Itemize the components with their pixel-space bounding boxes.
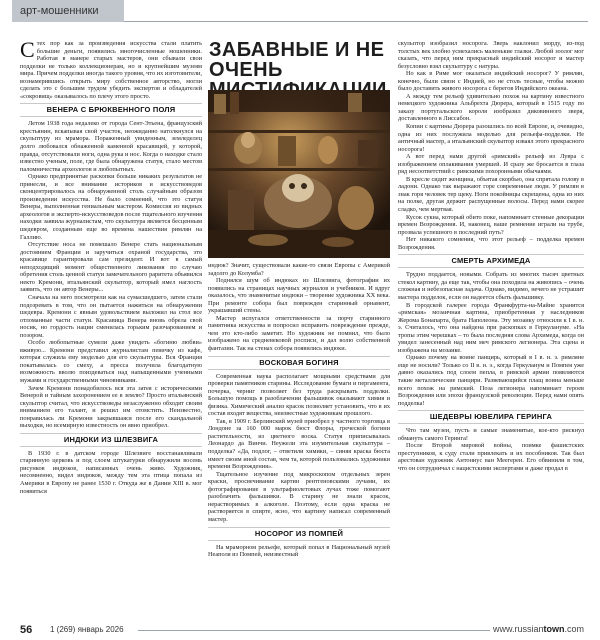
paragraph: Так, в 1909 г. Берлинский музей приобрел у частного торговца в Лондоне за 160 000 марок бюст Флоры, греческой богини растительности, из цветного воска. Статуя приписывалась Леонардо да Винчи. Неужели эта изумительная скульптура – подделка? «Да, подлог, – ответили химики, – синяя краска бюста имеет своим иной состав, чем та, которой пользовались художники времени Возрождения». (208, 417, 390, 471)
subheading-turkeys: ИНДЮКИ ИЗ ШЛЕЗВИГА (20, 433, 202, 447)
left-column (20, 37, 202, 495)
paragraph: Особо любопытные сумели даже увидеть «богиню любви» вживую... Кремони представил журналистам певичку из кафе, которая служила ему моделью для его скульптуры. Вся Франция покатывалась со смеху, а пресса получила благодатную возможность вволю поиздеваться над напыщенными ученными мужами и государственными чиновниками. (20, 339, 202, 384)
dropcap: С (20, 37, 35, 62)
paragraph: В городской галерее города Франкфурта-на-Майне хранится «римская» мозаичная картина, приобретенная у наследников Жерома Бонапарта, брата Наполеона. Эту мозаику относили к I в. н. э. Считалось, что она найдена при раскопках в Геркулануме. «На тропы этим черешках – то была последняя слова Архимеда, когда он увидел занесенный над ним меч римского легионера. Эта сцена и изображена на мозаике. (398, 301, 584, 354)
paragraph: Что там музеи, пусть и самые знаменитые, кое-кто рискнул обмануть самого Геринга! (398, 427, 584, 442)
paragraph: Зачем Кремони понадобилось вся эта затея с историческими Венерой и тайным захоронением ее в землю? Просто итальянский скульптор считал, что искусствоведы незаслуженно обходят своим вниманием его талант, и решил им отомстить. Неизвестно, понравилась ли Кремони закрывшаяся после его скандальной выходки, но всемирную известность он явно приобрел. (20, 384, 202, 430)
subheading-venus: ВЕНЕРА С БРЮКВЕННОГО ПОЛЯ (20, 103, 202, 117)
top-divider (124, 21, 588, 22)
subheading-archimedes: СМЕРТЬ АРХИМЕДА (398, 254, 584, 268)
paragraph: Отсутствие носа не помешало Венере стать национальным достоянием Франции и заручиться охраной государства, это красавице гарантировали сам президент. И вот в самый неподходящий момент общественного ликования по случаю обретения столь ценной статуи замечательного раритета объявился некто Кремони, итальянский скульптор, который имел наглость заявить, что он автор Венеры... (20, 241, 202, 294)
footer-divider (138, 630, 490, 631)
article-title: ЗАБАВНЫЕ И НЕ ОЧЕНЬ (209, 39, 385, 81)
paragraph: Современная наука располагает мощными средствами для проверки памятников старины. Исследование бумаги и пергамента, почерка, черниг позволяет без труда раскрывать подделки. Большую помощь в разоблачении фальшивок оказывают химия и физика. Химический анализ красок позволяет установить, что в их состав входят вещества, неизвестные художникам прошлого. (208, 372, 390, 418)
paragraph: В 1930 г. в датском городе Шлезвиге восстанавливали старинную церковь и под слоем штукатурки обнаружили восемь рисунков индюков, написанных очень живо. Художник, несомненно, видел индюков, между тем эта птица попала из Америки в Европу не ранее 1530 г. Откуда же в Дании XIII в. мог появиться (20, 449, 202, 495)
paragraph: На мраморном рельефе, который попал в Национальный музей Неаполя из Помпей, неизвестный (208, 543, 390, 559)
paragraph: После Второй мировой войны, поимке фашистских преступников, к суду стали привлекать и их пособников. Так был арестован художник Антониус ван Меегерен. Его обвинили в том, что он сотрудничал с нацистскими экспертами и даже продал в (398, 442, 584, 472)
paragraph: А вот перед нами другой «римский» рельеф из Лувра с изображением оплакивания умершей. И сразу же бросается в глаза ряд несоответствий с римскими похоронными обычаями. (398, 153, 584, 176)
issue-info: 1 (269) январь 2026 (50, 625, 124, 634)
top-bar (0, 0, 600, 22)
subheading-wax-goddess: ВОСКОВАЯ БОГИНЯ (208, 356, 390, 370)
paragraph: Трудно поддается, новыми. Собрать из многих тысяч цветных стекол картину, да еще так, чтобы она походила на живопись – очень сложная и небезопасная задача. Однако, видимо, нечего не устрашит мастера подделок, если он надеется сбыть фальшивку. (398, 271, 584, 301)
paragraph: Однако предпринятые раскопки больше никаких результатов не принесли, и все внимание историков и искусствоведов сконцентрировалось на обнаруженной столь случайным образом произведении искусства. Не было сомнений, что это статуя Венеры, выполненная гениальным мастером. Комиссия из видных археологов и эксперто-искусствоведов после тщательного изучения находки заявила журналистам, что скульптура является бесценным шедевром, созданным еще во времена нашествия римлян на Галлию. (20, 173, 202, 241)
article-photo (208, 90, 390, 258)
paragraph: Нет никакого сомнения, что этот рельеф – подделка времен Возрождения. (398, 236, 584, 251)
paragraph: Кусок сукна, который обито поке, напоминает стенные декорации времен Возрождения. И, наконец, ваше ремнение играли на трубе, прозвала успешного в последний путь? (398, 213, 584, 236)
paragraph: Сначала на него посмотрели как на сумасшедшего, затем стали подозревать в том, что он пытается нажиться на обнаружении шедевра. Кремони с явным удовольствием выложил на стол все отломанные части статуи. Красавица Венера вновь обрела свой носик, но гордость нации сменилась горьким разочарованием и позором. (20, 293, 202, 339)
antiques-photo-image (208, 90, 390, 258)
section-label: арт-мошенники (12, 0, 124, 22)
subheading-goering: ШЕДЕВРЫ ЮВЕЛИРА ГЕРИНГА (398, 410, 584, 424)
subheading-rhino: НОСОРОГ ИЗ ПОМПЕЙ (208, 527, 390, 541)
paragraph: В кресле сидит женщина, объятая скорбью, она спрятала голову в ладони. Однако так выражают горе современные люди. У римлян в знак горя человек тер щеку. Ноги покойницы скрещены, одна из них на полке, другая держит распущенные волосы. Перед нами скорее сладко, чем мертвая. (398, 175, 584, 214)
right-column (398, 40, 584, 472)
paragraph: Летом 1938 года недалеко от города Сент-Этьена, французский крестьянин, вскапывая свой участок, неожиданно натолкнулся на скульптуру из мрамора. Пораженный увиденным, земледелец долго любовался обнаженной каменной красавицей, у которой, правда, отсутствовали ноги, одна рука и нос. Когда о находке стало известно ученым, поле, где была обнаружена статуя, стало местом паломничества археологов и любопытных. (20, 120, 202, 173)
page-number: 56 (20, 624, 46, 636)
page-footer (0, 620, 600, 640)
site-url[interactable]: www.russiantown.com (492, 624, 584, 634)
paragraph: Но как в Риме мог оказаться индийский носорог? У римлян, конечно, были связи с Индией, но не столь тесные, чтобы можно было доставить живого носорога с берегов Индийского океана. (398, 70, 584, 93)
paragraph: Однако почему на воине панцирь, который в I в. н. э. римляне еще не носили? Только со II в. н. э., когда Геркуланум и Помпея уже давно оказались под слоем пепла, в римской армии появляются такие металлические панцири. Развевающийся плащ воина меньше всего похож на римский. Поза легионера напоминает героев Возрождения или эпохи французской революции. Перед нами опять подделка! (398, 354, 584, 407)
paragraph: Копии с картины Дюрера разошлись по всей Европе, и, очевидно, одна из них послужила моделью для рельефа-подделки. Не античный мастер, а итальянский скульптор изваял этого прекрасного носорога! (398, 123, 584, 153)
paragraph: индюк? Значит, существовали какие-то связи Европы с Америкой задолго до Колумба? (208, 262, 390, 277)
intro-paragraph: Стех пор как за произведения искусства стали платить большие деньги, появились многочисленные мошенники. Работая в манере старых мастеров, они сбывали свои подделки не только коллекционерам, но и крупнейшим музеям мира. Причем подделки иногда такого уровня, что их изготовители, вознамерившись открыть миру собственное авторство, могли сделать это с большим трудом убедить экспертов и обладателей «сокровищ» оказывалось по плечу этого просто. (20, 37, 202, 100)
paragraph: А между тем рельеф удивительно похож на картину известного немецкого художника Альбрехта Дюрера, который в 1515 году по заказу португальского короля изобразил диковинного зверя, доставленного в Лиссабон. (398, 92, 584, 123)
middle-column (208, 262, 390, 559)
paragraph: Тщательное изучение под микроскопом отдельных зерен краски, просвечивание картин рентгеновскими лучами, их фотографирование в ультрафиолетовых лучах тоже помогают разоблачить фальшивки. В старину не знали красок, нерастворимых в алкоголе. Поэтому, если одна краска не растворяется в спирте, ясно, что картину написал современный мастер. (208, 470, 390, 523)
paragraph: Мастер испугался ответственности за порчу старинного памятника искусства и попросил исправить повреждение прежде, чем это кто-либо заметит. Но художник не помнил, что было изображено на средневековой росписи, и дал волю собственной фантазии. Так на стенах собора появились индюки. (208, 314, 390, 353)
paragraph: скульптор изобразил носорога. Зверь наклонил морду, из-под толстых век злобно усмехались маленькие глазки. Любой зоолог мог сказать, что перед ним прекрасный индийский носорог и мастер безусловно взял скульптуру с натуры. (398, 40, 584, 70)
paragraph: Поднялся шум об индюках из Шлезвига, фотографии их появились на страницах научных журналов и учебников. И вдруг оказалось, что знаменитые индюки – творение художника XX века. При ремонте собора был поврежден старинный орнамент, украшавший стены. (208, 277, 390, 315)
